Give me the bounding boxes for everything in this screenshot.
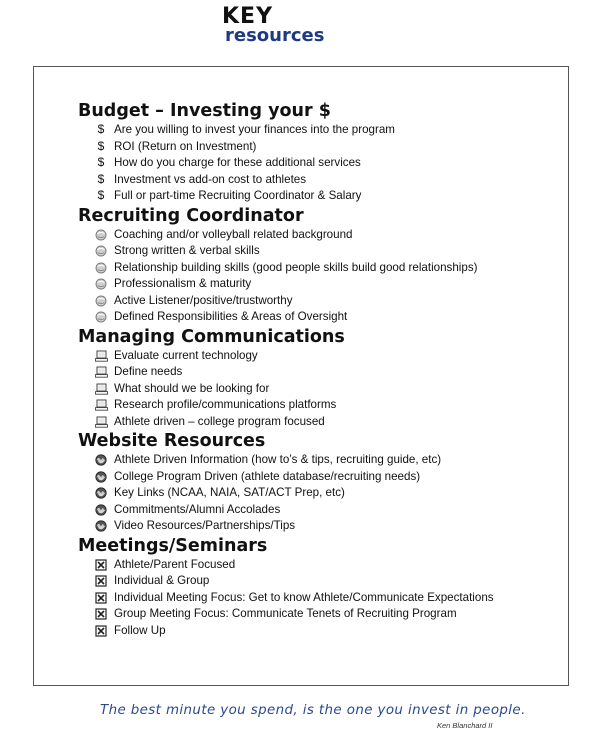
list-item-text: College Program Driven (athlete database/recruiting needs)	[114, 469, 421, 483]
header-title: KEY	[222, 4, 274, 29]
list-item	[78, 122, 558, 139]
list-item	[78, 502, 558, 519]
globe-icon	[94, 486, 108, 500]
bullet-list	[78, 122, 558, 205]
list-item	[78, 260, 558, 277]
section	[78, 326, 558, 431]
list-item-text: Commitments/Alumni Accolades	[114, 502, 281, 516]
dollar-sign: $	[97, 122, 105, 136]
list-item-text: Define needs	[114, 365, 183, 378]
footer-quote: The best minute you spend, is the one you invest in people.	[100, 703, 526, 718]
content-area	[78, 100, 558, 639]
list-item-text: Athlete Driven Information (how to’s & tips, recruiting guide, etc)	[114, 453, 442, 466]
section	[78, 535, 558, 640]
section	[78, 430, 558, 535]
checkbox-x-icon	[94, 574, 108, 588]
disc-icon	[94, 294, 108, 308]
section-title: Recruiting Coordinator	[78, 205, 304, 226]
checkbox-x-icon	[94, 591, 108, 605]
dollar-sign: $	[97, 188, 105, 202]
disc-icon	[94, 244, 108, 258]
header-subtitle: resources	[225, 25, 325, 46]
list-item-text: What should we be looking for	[114, 381, 270, 395]
bullet-list	[78, 348, 558, 431]
list-item	[78, 452, 558, 469]
globe-icon	[94, 503, 108, 517]
checkbox-x-icon	[94, 607, 108, 621]
bullet-list	[78, 452, 558, 535]
list-item	[78, 309, 558, 326]
list-item	[78, 518, 558, 535]
list-item-text: Key Links (NCAA, NAIA, SAT/ACT Prep, etc)	[114, 486, 345, 499]
list-item-text: Strong written & verbal skills	[114, 244, 260, 257]
list-item-text: Relationship building skills (good people skills build good relationships)	[114, 260, 478, 274]
list-item	[78, 573, 558, 590]
list-item	[78, 557, 558, 574]
disc-icon	[94, 277, 108, 291]
section	[78, 205, 558, 326]
list-item-text: ROI (Return on Investment)	[114, 139, 257, 153]
list-item	[78, 172, 558, 189]
list-item-text: Follow Up	[114, 623, 166, 637]
dollar-sign: $	[97, 138, 105, 153]
computer-icon	[94, 349, 108, 363]
checkbox-x-icon	[94, 558, 108, 572]
section	[78, 100, 558, 205]
list-item	[78, 606, 558, 623]
list-item-text: Defined Responsibilities & Areas of Oversight	[114, 310, 348, 323]
bullet-list	[78, 227, 558, 326]
list-item	[78, 139, 558, 156]
list-item-text: Athlete driven – college program focused	[114, 414, 325, 428]
computer-icon	[94, 382, 108, 396]
list-item	[78, 623, 558, 640]
list-item-text: Video Resources/Partnerships/Tips	[114, 519, 296, 532]
list-item-text: Coaching and/or volleyball related background	[114, 227, 353, 241]
section-title: Website Resources	[78, 431, 266, 451]
section-title: Budget – Investing your $	[78, 101, 331, 121]
list-item-text: Investment vs add-on cost to athletes	[114, 172, 307, 186]
list-item-text: How do you charge for these additional services	[114, 156, 361, 169]
list-item	[78, 155, 558, 172]
globe-icon	[94, 519, 108, 533]
list-item	[78, 469, 558, 486]
section-title: Meetings/Seminars	[78, 535, 268, 556]
bullet-list	[78, 557, 558, 640]
section-title: Managing Communications	[78, 326, 345, 347]
list-item-text: Individual Meeting Focus: Get to know Athlete/Communicate Expectations	[114, 590, 494, 604]
list-item-text: Research profile/communications platforms	[114, 398, 337, 411]
list-item	[78, 188, 558, 205]
list-item	[78, 364, 558, 381]
page-header	[222, 6, 324, 45]
computer-icon	[94, 398, 108, 412]
list-item-text: Active Listener/positive/trustworthy	[114, 293, 293, 307]
computer-icon	[94, 365, 108, 379]
globe-icon	[94, 453, 108, 467]
list-item	[78, 227, 558, 244]
list-item-text: Group Meeting Focus: Communicate Tenets of Recruiting Program	[114, 607, 457, 620]
list-item	[78, 348, 558, 365]
list-item-text: Athlete/Parent Focused	[114, 557, 236, 571]
list-item	[78, 243, 558, 260]
list-item-text: Individual & Group	[114, 574, 210, 587]
list-item	[78, 381, 558, 398]
list-item	[78, 414, 558, 431]
list-item-text: Evaluate current technology	[114, 348, 258, 362]
dollar-sign: $	[97, 171, 105, 186]
disc-icon	[94, 228, 108, 242]
list-item	[78, 397, 558, 414]
checkbox-x-icon	[94, 624, 108, 638]
list-item	[78, 485, 558, 502]
footer-author: Ken Blanchard II	[437, 721, 493, 730]
computer-icon	[94, 415, 108, 429]
list-item	[78, 590, 558, 607]
list-item-text: Full or part-time Recruiting Coordinator & Salary	[114, 189, 362, 202]
dollar-sign: $	[97, 155, 105, 169]
disc-icon	[94, 310, 108, 324]
list-item	[78, 276, 558, 293]
globe-icon	[94, 470, 108, 484]
list-item-text: Professionalism & maturity	[114, 277, 252, 290]
disc-icon	[94, 261, 108, 275]
list-item-text: Are you willing to invest your finances into the program	[114, 123, 395, 136]
list-item	[78, 293, 558, 310]
